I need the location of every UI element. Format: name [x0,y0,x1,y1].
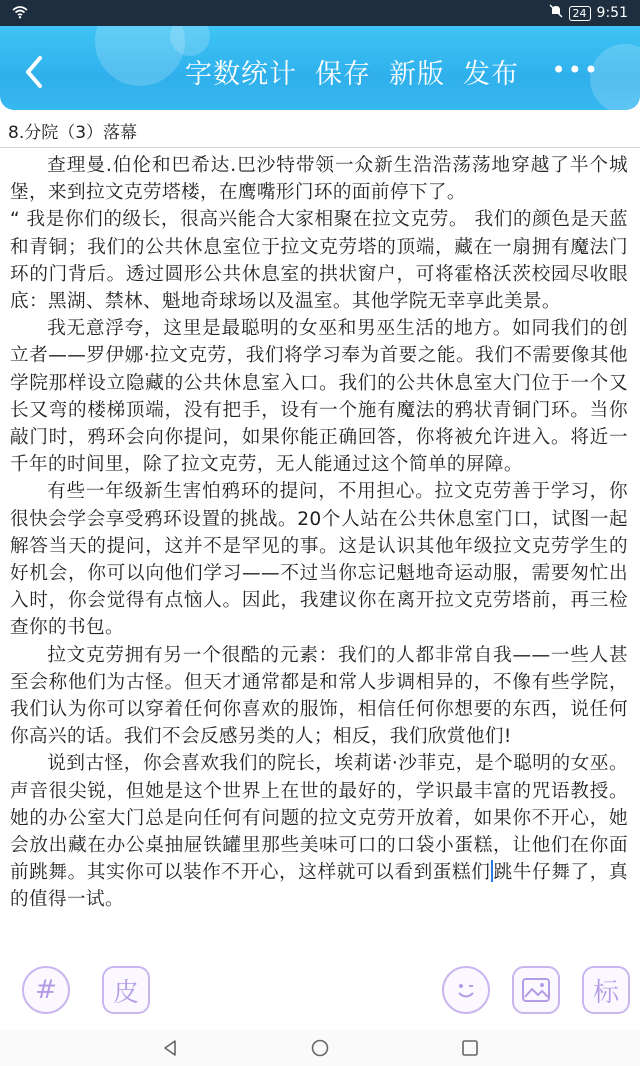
more-options-button[interactable]: ••• [551,56,600,84]
editor-toolbar [0,26,640,110]
tag-button[interactable] [582,966,630,1014]
mute-icon [549,4,563,22]
battery-indicator: 24 [569,6,591,21]
paragraph: 查理曼.伯伦和巴希达.巴沙特带领一众新生浩浩荡荡地穿越了半个城堡，来到拉文克劳塔楼，在鹰嘴形门环的面前停下了。 [10,155,628,204]
divider [0,147,640,148]
paragraph: 拉文克劳拥有另一个很酷的元素：我们的人都非常自我——一些人甚至会称他们为古怪。但天才通常都是和常人步调相异的，不像有些学院，我们认为你可以穿着任何你喜欢的服饰，相信任何你想要的东西，说任何你高兴的话。我们不会反感另类的人；相反，我们欣赏他们! [10,644,628,748]
skin-button[interactable] [102,966,150,1014]
nav-home-icon[interactable] [310,1038,330,1058]
chapter-title-input[interactable]: 8.分院（3）落幕 [8,123,138,143]
tag-icon: 标 [582,966,630,1014]
clock: 9:51 [596,5,628,21]
system-navigation-bar [0,1030,640,1066]
paragraph-text: 说到古怪，你会喜欢我们的院长，埃莉诺·沙菲克，是个聪明的女巫。声音很尖锐，但她是这个世界上在世的最好的，学识最丰富的咒语教授。她的办公室大门总是向任何有问题的拉文克劳开放着，如果你不开心，她会放出藏在办公桌抽屉铁罐里那些美味可口的口袋小蛋糕，让他们在你面前跳舞。其实你可以装作不开心，这样就可以看到蛋糕们 [10,753,628,884]
nav-recents-icon[interactable] [460,1038,480,1058]
image-button[interactable] [512,966,560,1014]
wifi-icon [12,5,28,23]
paragraph-text-tail: 跳牛仔舞了，真的值得一试。 [10,862,628,911]
paragraph: 有些一年级新生害怕鸦环的提问，不用担心。拉文克劳善于学习，你很快会学会享受鸦环设置的挑战。20个人站在公共休息室门口，试图一起解答当天的提问，这并不是罕见的事。这是认识其他年级拉文克劳学生的好机会，你可以向他们学习——不过当你忘记魁地奇运动服，需要匆忙出入时，你会觉得有点恼人。因此，我建议你在离开拉文克劳塔前，再三检查你的书包。 [10,481,628,639]
back-button[interactable] [18,52,52,92]
new-version-button[interactable]: 新版 [389,59,445,90]
nav-back-icon[interactable] [160,1038,180,1058]
paragraph-last [10,750,628,913]
image-icon [512,966,560,1014]
paragraph: “ 我是你们的级长，很高兴能合大家相聚在拉文克劳。 我们的颜色是天蓝和青铜；我们的公共休息室位于拉文克劳塔的顶端，藏在一扇拥有魔法门环的门背后。透过圆形公共休息室的拱状窗户，可将霍格沃茨校园尽收眼底：黑湖、禁林、魁地奇球场以及温室。其他学院无幸享此美景。 [10,209,628,313]
hashtag-button[interactable] [22,966,70,1014]
skin-icon: 皮 [102,966,150,1014]
chevron-left-icon [18,52,52,92]
status-bar [0,0,640,26]
chapter-body-editor[interactable] [10,152,628,914]
word-count-button[interactable]: 字数统计 [185,59,297,90]
paragraph: 我无意浮夸，这里是最聪明的女巫和男巫生活的地方。如同我们的创立者——罗伊娜·拉文克劳，我们将学习奉为首要之能。我们不需要像其他学院那样设立隐藏的公共休息室入口。我们的公共休息室大门位于一个又长又弯的楼梯顶端，没有把手，设有一个施有魔法的鸦状青铜门环。当你敲门时，鸦环会向你提问，如果你能正确回答，你将被允许进入。将近一千年的时间里，除了拉文克劳，无人能通过这个简单的屏障。 [10,318,628,476]
hashtag-icon: # [22,966,70,1014]
save-button[interactable]: 保存 [315,59,371,90]
bottom-toolbar [0,960,640,1024]
publish-button[interactable]: 发布 [463,59,519,90]
emoji-button[interactable] [442,966,490,1014]
emoji-icon [442,966,490,1014]
